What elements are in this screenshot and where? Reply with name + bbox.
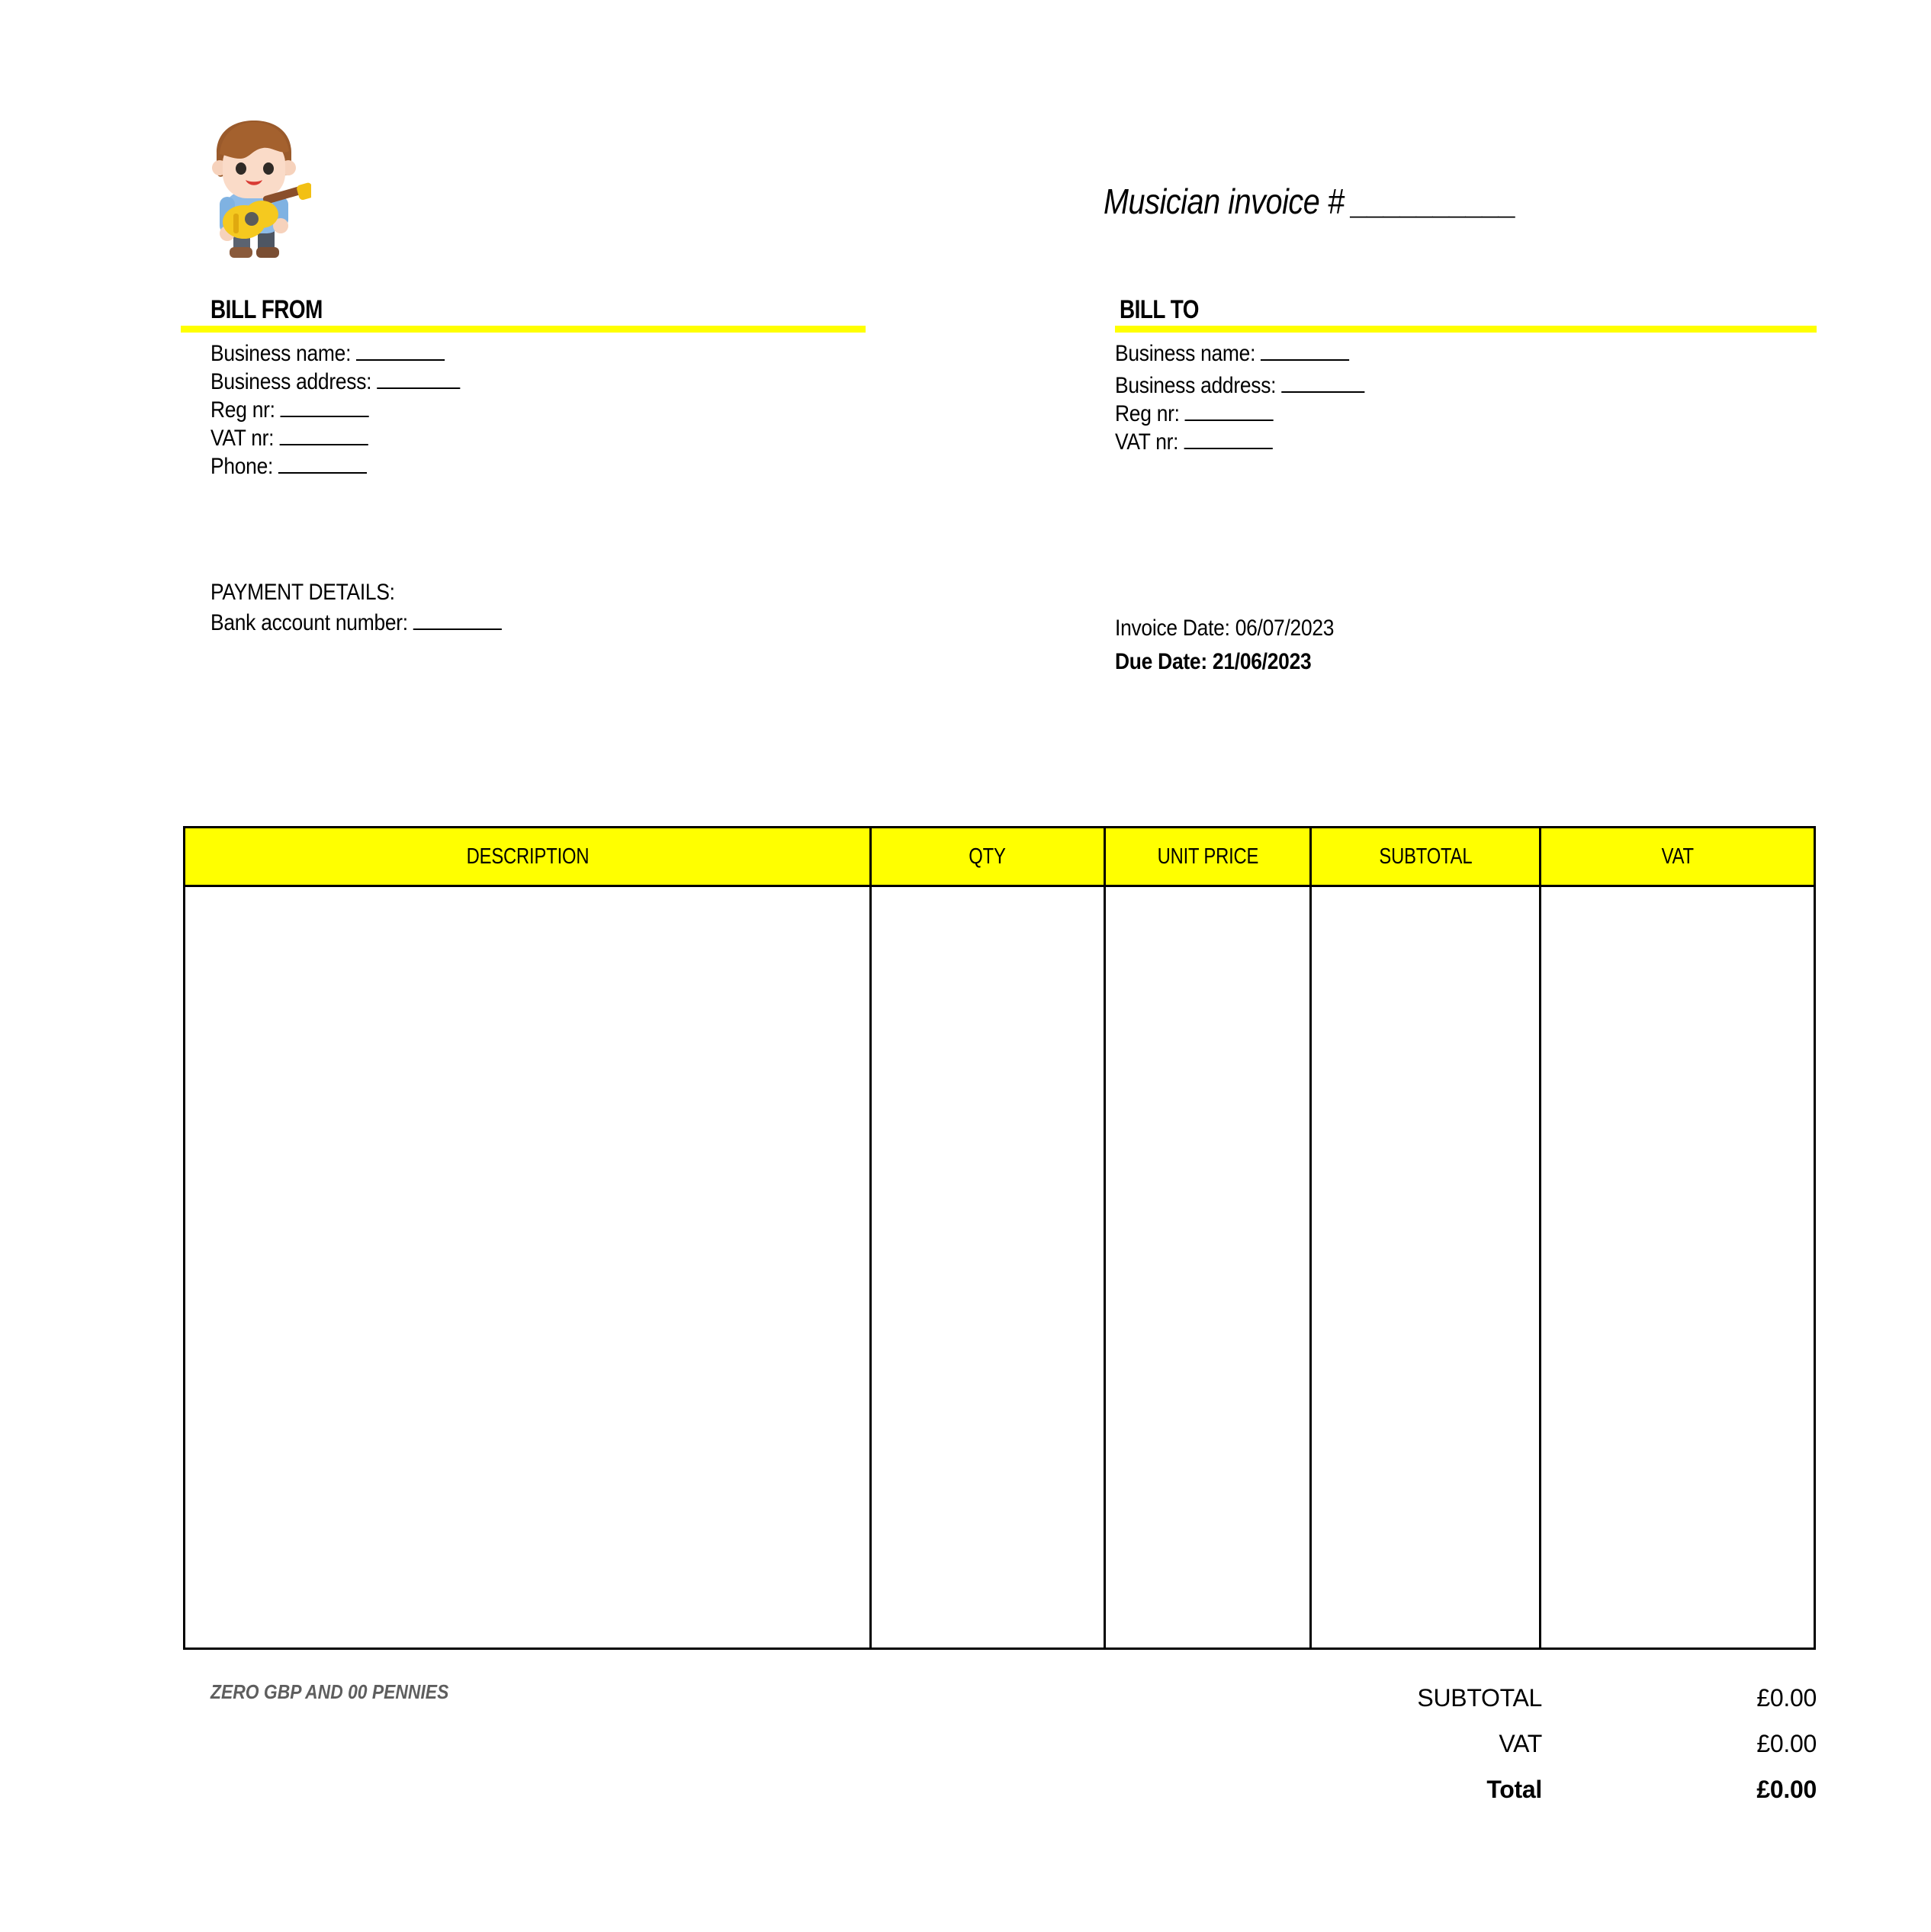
bill-to-reg-nr-input[interactable] [1185, 403, 1274, 421]
bill-from-phone-input[interactable] [278, 455, 367, 474]
totals-subtotal-label: SUBTOTAL [1417, 1684, 1542, 1712]
column-header-description-label: DESCRIPTION [466, 844, 589, 869]
page-title: Musician invoice # __________ [1104, 182, 1517, 221]
bill-from-vat-nr-input[interactable] [279, 427, 368, 445]
column-header-qty [872, 828, 1106, 885]
totals-subtotal-value: £0.00 [1756, 1684, 1817, 1712]
bill-to-business-address [1115, 373, 1364, 399]
column-header-vat [1541, 828, 1814, 885]
line-items-table [183, 826, 1816, 1650]
totals-vat-label: VAT [1499, 1730, 1542, 1757]
totals-total-label: Total [1486, 1776, 1542, 1803]
bill-to-business-name [1115, 341, 1349, 367]
bill-from-reg-nr-label: Reg nr: [210, 397, 275, 423]
bill-from-business-address [210, 369, 460, 395]
column-header-vat-label: VAT [1661, 844, 1694, 869]
cell-vat[interactable] [1541, 887, 1814, 1648]
totals-row-subtotal [1190, 1684, 1817, 1730]
bill-to-reg-nr-label: Reg nr: [1115, 401, 1180, 426]
totals-total-value: £0.00 [1756, 1776, 1817, 1803]
bill-to-vat-nr-input[interactable] [1184, 431, 1272, 449]
cell-qty[interactable] [872, 887, 1106, 1648]
column-header-unit-price-label: UNIT PRICE [1157, 844, 1258, 869]
totals-row-total [1190, 1776, 1817, 1821]
musician-boy-with-guitar-icon [197, 113, 311, 265]
column-header-subtotal [1312, 828, 1541, 885]
cell-unit-price[interactable] [1106, 887, 1312, 1648]
bill-from-business-name-input[interactable] [356, 342, 445, 361]
bill-from-heading: BILL FROM [210, 295, 323, 324]
bank-account-number-input[interactable] [413, 612, 502, 630]
bill-to-vat-nr [1115, 429, 1272, 455]
column-header-qty-label: QTY [969, 844, 1007, 869]
column-header-description [185, 828, 872, 885]
due-date: Due Date: 21/06/2023 [1115, 649, 1312, 674]
bill-from-vat-nr [210, 426, 368, 452]
bill-from-phone-label: Phone: [210, 454, 274, 479]
table-body [185, 887, 1814, 1648]
bill-from-phone [210, 454, 367, 480]
bill-from-business-address-input[interactable] [377, 371, 460, 389]
column-header-unit-price [1106, 828, 1312, 885]
column-header-subtotal-label: SUBTOTAL [1378, 844, 1473, 869]
bill-to-business-address-input[interactable] [1281, 375, 1364, 393]
bill-from-business-address-label: Business address: [210, 369, 372, 394]
totals-row-vat [1190, 1730, 1817, 1776]
amount-in-words: ZERO GBP AND 00 PENNIES [210, 1680, 449, 1703]
cell-description[interactable] [185, 887, 872, 1648]
bill-from-reg-nr [210, 397, 369, 423]
bill-from-business-name [210, 341, 445, 367]
invoice-date: Invoice Date: 06/07/2023 [1115, 616, 1335, 641]
bill-to-business-name-input[interactable] [1261, 342, 1349, 361]
bill-from-business-name-label: Business name: [210, 341, 352, 366]
bill-to-reg-nr [1115, 401, 1274, 427]
bill-from-reg-nr-input[interactable] [281, 399, 369, 417]
bill-from-divider [181, 326, 866, 333]
bill-from-vat-nr-label: VAT nr: [210, 426, 275, 451]
totals-vat-value: £0.00 [1756, 1730, 1817, 1757]
bank-account-number-label: Bank account number: [210, 610, 408, 635]
payment-details-heading: PAYMENT DETAILS: [210, 580, 395, 605]
bill-to-vat-nr-label: VAT nr: [1115, 429, 1179, 455]
bill-to-heading: BILL TO [1120, 295, 1199, 324]
table-header-row [185, 828, 1814, 887]
bank-account-number-field [210, 610, 502, 636]
cell-subtotal[interactable] [1312, 887, 1541, 1648]
totals-block [1190, 1684, 1817, 1821]
bill-to-divider [1115, 326, 1817, 333]
bill-to-business-address-label: Business address: [1115, 373, 1277, 398]
bill-to-business-name-label: Business name: [1115, 341, 1256, 366]
